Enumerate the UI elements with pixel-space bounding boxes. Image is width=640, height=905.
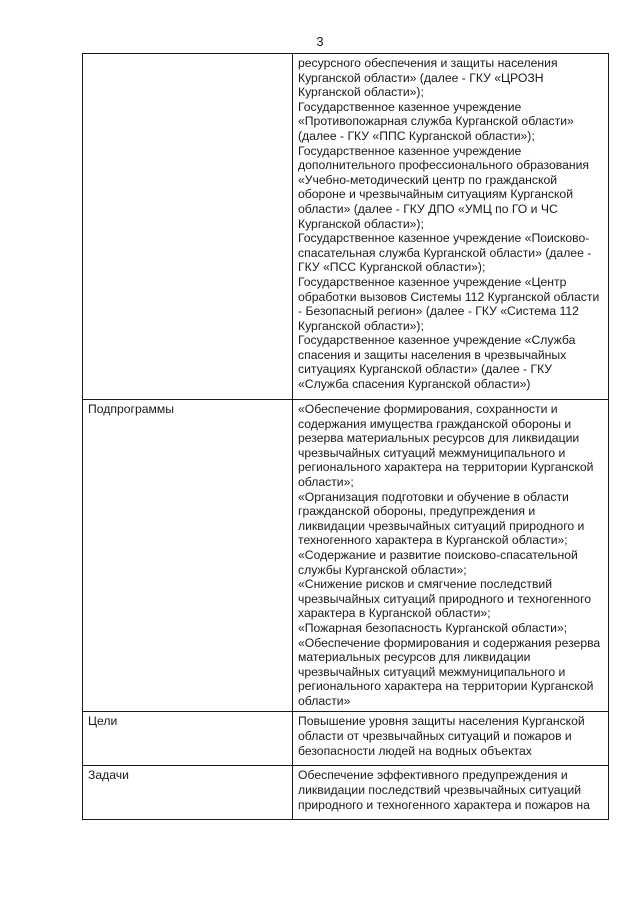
content-paragraph: «Снижение рисков и смягчение последствий чрезвычайных ситуаций природного и техногенного характера в Курганской области»; bbox=[298, 577, 592, 621]
row-label-cell bbox=[83, 766, 293, 820]
row-content-cell bbox=[293, 712, 609, 766]
content-paragraph: Государственное казенное учреждение «Центр обработки вызовов Системы 112 Курганской области - Безопасный регион» (далее - ГКУ «Система 112 Курганской области»); bbox=[298, 274, 600, 333]
table-row bbox=[83, 400, 609, 712]
content-paragraph: Повышение уровня защиты населения Курганской области от чрезвычайных ситуаций и пожаров и безопасности людей на водных объектах bbox=[298, 714, 585, 758]
row-label: Подпрограммы bbox=[88, 402, 175, 416]
content-paragraph: ресурсного обеспечения и защиты населения Курганской области» (далее - ГКУ «ЦРОЗН Курганской области»); bbox=[298, 56, 558, 100]
content-paragraph: «Обеспечение формирования и содержания резерва материальных ресурсов для ликвидации чрезвычайных ситуаций межмуниципального и регионального характера на территории Курганской области» bbox=[298, 635, 601, 708]
content-paragraph: «Обеспечение формирования, сохранности и содержания имущества гражданской обороны и резерва материальных ресурсов для ликвидации чрезвычайных ситуаций межмуниципального и регионального характера на территории Курганской области»; bbox=[298, 402, 594, 489]
table-row bbox=[83, 54, 609, 400]
content-paragraph: «Организация подготовки и обучение в области гражданской обороны, предупреждения и ликвидации чрезвычайных ситуаций природного и техногенного характера в Курганской области»; bbox=[298, 489, 585, 548]
row-content-cell bbox=[293, 400, 609, 712]
table-row bbox=[83, 766, 609, 820]
row-label-cell bbox=[83, 400, 293, 712]
content-paragraph: Государственное казенное учреждение дополнительного профессионального образования «Учебно-методический центр по гражданской обороне и чрезвычайным ситуациям Курганской области» (далее - ГКУ ДПО «УМЦ по ГО и ЧС Курганской области»); bbox=[298, 143, 589, 231]
content-paragraph: Государственное казенное учреждение «Поисково-спасательная служба Курганской области» (далее - ГКУ «ПСС Курганской области»); bbox=[298, 231, 592, 275]
content-paragraph: Государственное казенное учреждение «Служба спасения и защиты населения в чрезвычайных ситуациях Курганской области» (далее - ГКУ «Служба спасения Курганской области») bbox=[298, 333, 576, 392]
row-label-cell bbox=[83, 54, 293, 400]
row-label: Задачи bbox=[88, 768, 129, 783]
row-label-cell bbox=[83, 712, 293, 766]
row-content-cell bbox=[293, 766, 609, 820]
table-row bbox=[83, 712, 609, 766]
content-paragraph: Государственное казенное учреждение «Противопожарная служба Курганской области» (далее - ГКУ «ППС Курганской области»); bbox=[298, 99, 574, 143]
page-number: 3 bbox=[316, 34, 324, 49]
row-label: Цели bbox=[88, 714, 118, 729]
passport-table bbox=[82, 53, 609, 820]
content-paragraph: «Пожарная безопасность Курганской области»; bbox=[298, 620, 568, 635]
content-paragraph: «Содержание и развитие поисково-спасательной службы Курганской области»; bbox=[298, 547, 578, 577]
content-paragraph: Обеспечение эффективного предупреждения и ликвидации последствий чрезвычайных ситуаций природного и техногенного характера и пожаров на bbox=[298, 768, 590, 812]
row-content-cell bbox=[293, 54, 609, 400]
